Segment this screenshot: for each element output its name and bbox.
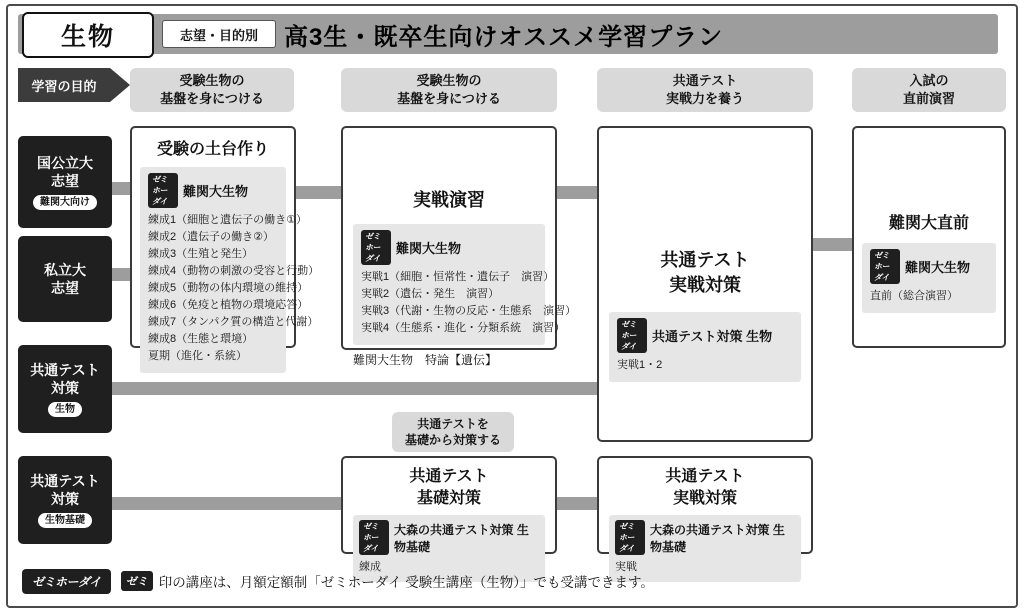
card-common-lines xyxy=(617,357,793,374)
stage-1-line2: 基盤を身につける xyxy=(160,91,264,106)
practice-line-3: 実戦3（代謝・生物の反応・生態系 演習） xyxy=(361,305,577,318)
category-1-tag: 難関大向け xyxy=(33,195,97,210)
stage-2-line1: 受験生物の xyxy=(416,73,482,89)
category-3-line2: 対策 xyxy=(51,380,79,396)
category-2-line2: 志望 xyxy=(51,280,79,296)
category-kokkouritsu xyxy=(18,136,112,228)
category-3-tag: 生物 xyxy=(48,402,82,417)
goal-arrow-tip xyxy=(110,68,130,102)
card-practice-title: 実戦演習 xyxy=(413,190,485,210)
card-jissen-course-row xyxy=(615,520,795,555)
card-foundation-lines xyxy=(148,212,320,365)
foundation-line-2: 練成2（遺伝子の働き②） xyxy=(148,231,274,244)
page-title: 高3生・既卒生向けオススメ学習プラン xyxy=(284,24,724,51)
card-kiso-basic[interactable] xyxy=(341,456,557,574)
footer-note xyxy=(22,566,997,596)
category-common-seibutsu xyxy=(18,345,112,433)
connector-cat3-common xyxy=(108,382,608,395)
bubble-line1: 共通テストを xyxy=(417,416,489,431)
foundation-line-7: 練成7（タンパク質の構造と代謝） xyxy=(148,316,319,329)
stage-header-4 xyxy=(852,68,1006,112)
goal-arrow xyxy=(18,68,130,102)
foundation-line-6: 練成6（免疫と植物の環境応答） xyxy=(148,299,309,312)
common-line-1: 実戦1・2 xyxy=(617,359,663,372)
connector-cat4-kiso xyxy=(108,497,358,510)
card-final[interactable] xyxy=(852,126,1006,348)
card-jissen-course: 大森の共通テスト対策 生物基礎 xyxy=(650,522,785,554)
zemihodai-logo-icon: ゼミホーダイ xyxy=(22,569,111,594)
foundation-line-9: 夏期（進化・系統） xyxy=(148,350,247,363)
category-4-line2: 対策 xyxy=(51,491,79,507)
note-bubble xyxy=(392,412,514,452)
category-1-line1: 国公立大 xyxy=(37,154,93,171)
foundation-line-8: 練成8（生態と環境） xyxy=(148,333,254,346)
practice-line-2: 実戦2（遺伝・発生 演習） xyxy=(361,288,500,301)
card-jissen-title-line2: 実戦対策 xyxy=(672,489,737,507)
zemihodai-icon: ゼミホーダイ xyxy=(617,318,647,353)
practice-line-4: 実戦4（生態系・進化・分類系統 演習） xyxy=(361,322,566,335)
foundation-line-4: 練成4（動物の刺激の受容と行動） xyxy=(148,265,320,278)
zemihodai-icon: ゼミホーダイ xyxy=(148,173,178,208)
card-foundation[interactable] xyxy=(130,126,320,363)
category-shiritsu xyxy=(18,236,112,322)
card-final-title: 難関大直前 xyxy=(888,215,969,232)
card-foundation-course-row xyxy=(148,173,278,208)
zemi-mark-icon: ゼミ xyxy=(121,571,153,591)
card-practice-lines xyxy=(361,269,577,337)
card-kiso-title xyxy=(353,466,545,509)
category-common-kiso xyxy=(18,456,112,544)
card-common-course-row xyxy=(617,318,793,353)
card-jissen-title-line1: 共通テスト xyxy=(665,468,745,485)
jissen-line-1: 実戦 xyxy=(615,561,637,574)
subject-label: 生物 xyxy=(60,23,115,51)
card-common-title xyxy=(609,248,801,298)
card-final-course: 難関大生物 xyxy=(905,260,971,275)
card-common-test-practice[interactable] xyxy=(597,126,813,442)
card-practice[interactable] xyxy=(341,126,577,368)
practice-line-1: 実戦1（細胞・恒常性・遺伝子 演習） xyxy=(361,271,555,283)
stage-header-2 xyxy=(341,68,557,112)
zemihodai-icon: ゼミホーダイ xyxy=(870,249,900,284)
card-kiso-title-line1: 共通テスト xyxy=(409,468,489,485)
card-common-title-line1: 共通テスト xyxy=(660,250,750,270)
card-practice-after: 難関大生物 特論【遺伝】 xyxy=(353,353,498,368)
card-final-inner xyxy=(862,243,996,313)
foundation-line-3: 練成3（生殖と発生） xyxy=(148,248,254,261)
category-4-line1: 共通テスト xyxy=(30,472,100,489)
card-common-title-line2: 実戦対策 xyxy=(669,275,741,296)
card-common-inner xyxy=(609,312,801,382)
purpose-box xyxy=(162,20,276,48)
stage-header-3 xyxy=(597,68,813,112)
foundation-line-5: 練成5（動物の体内環境の維持） xyxy=(148,282,309,295)
card-foundation-inner xyxy=(140,167,320,373)
stage-3-line2: 実戦力を養う xyxy=(665,91,744,106)
zemihodai-icon: ゼミホーダイ xyxy=(361,230,391,265)
card-kiso-course-row xyxy=(359,520,539,555)
card-practice-inner xyxy=(353,224,577,345)
stage-2-line2: 基盤を身につける xyxy=(397,91,501,106)
card-final-course-row xyxy=(870,249,988,284)
final-line-1: 直前（総合演習） xyxy=(870,290,958,302)
stage-1-line1: 受験生物の xyxy=(179,73,245,89)
category-2-line1: 私立大 xyxy=(44,261,86,278)
stage-4-line1: 入試の xyxy=(909,73,949,89)
card-final-lines xyxy=(870,288,988,305)
card-foundation-title: 受験の土台作り xyxy=(156,141,269,158)
card-kiso-jissen[interactable] xyxy=(597,456,813,574)
subject-box xyxy=(22,12,154,58)
foundation-line-1: 練成1（細胞と遺伝子の働き①） xyxy=(148,214,307,226)
goal-arrow-label: 学習の目的 xyxy=(31,78,97,94)
category-4-tag: 生物基礎 xyxy=(38,513,92,528)
category-1-line2: 志望 xyxy=(51,173,79,189)
card-kiso-course: 大森の共通テスト対策 生物基礎 xyxy=(394,522,529,554)
card-practice-course-row xyxy=(361,230,537,265)
zemihodai-icon: ゼミホーダイ xyxy=(615,520,645,555)
card-common-course: 共通テスト対策 生物 xyxy=(652,329,773,345)
card-jissen-title xyxy=(609,466,801,509)
kiso-line-1: 練成 xyxy=(359,561,381,574)
stage-3-line1: 共通テスト xyxy=(672,73,738,89)
stage-header-1 xyxy=(130,68,294,112)
footer-text: 印の講座は、月額定額制「ゼミホーダイ 受験生講座（生物）」でも受講できます。 xyxy=(158,575,654,590)
card-kiso-title-line2: 基礎対策 xyxy=(416,489,481,507)
stage-4-line2: 直前演習 xyxy=(902,91,955,106)
purpose-label: 志望・目的別 xyxy=(179,27,258,43)
bubble-line2: 基礎から対策する xyxy=(404,433,501,447)
card-practice-course: 難関大生物 xyxy=(396,241,462,256)
zemihodai-icon: ゼミホーダイ xyxy=(359,520,389,555)
category-3-line1: 共通テスト xyxy=(30,361,100,378)
card-foundation-course: 難関大生物 xyxy=(183,184,249,199)
